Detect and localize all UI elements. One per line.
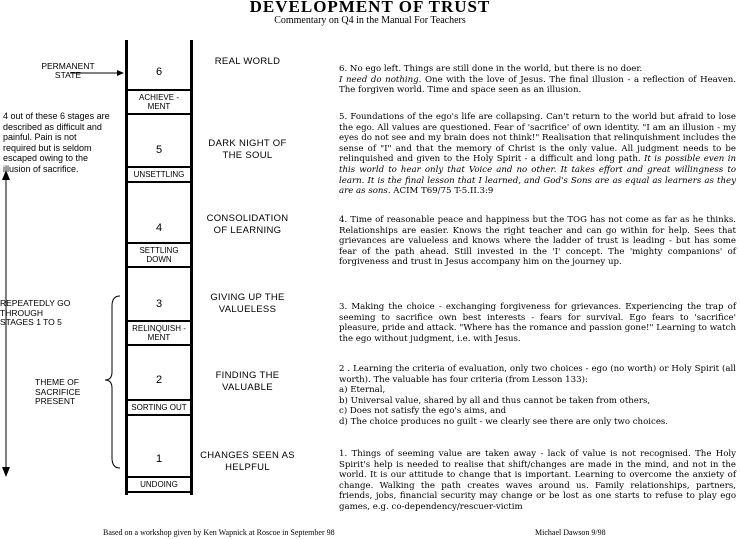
desc2-item-d: d) The choice produces no guilt - we clearly see there are only two choices. <box>339 416 669 427</box>
rung-sorting-out: SORTING OUT <box>128 399 190 416</box>
stage-number-6: 6 <box>155 66 163 78</box>
rung-achievement: ACHIEVE - MENT <box>128 89 190 115</box>
description-stage-1: 1. Things of seeming value are taken away - lack of value is not recognised. The Holy Spirit's help is needed to realise that shift/changes are made in the mind, and not in the world. It is our attitude to change that is important. Learning to overcome the anxiety of change. Walking the path creates waves around us. Family relationships, partners, friends, jobs, financial security may change or be lost as one starts to refuse to play ego games, e.g. co-dependency/rescuer-victim <box>339 449 736 512</box>
theme-note: THEME OF SACRIFICE PRESENT <box>35 377 81 406</box>
stage-name-1: CHANGES SEEN AS HELPFUL <box>200 450 295 473</box>
stage-number-1: 1 <box>155 453 163 465</box>
rung-relinquishment: RELINQUISH - MENT <box>128 320 190 346</box>
page-subtitle: Commentary on Q4 in the Manual For Teachers <box>274 15 466 26</box>
desc5-plain: 5. Foundations of the ego's life are collapsing. Can't return to the world but afraid to lose the ego. All values are questioned. Fear of 'sacrifice' of own identity. "I am an illusion - my eyes do not see and my brain does not think!" Realisation that relinquishment includes the sense of "I" and that the memory of Christ is the only value. All judgment needs to be relinquished and given to the Holy Spirit - a difficult and long path. <box>339 112 736 165</box>
stage-number-5: 5 <box>155 144 163 156</box>
description-stage-5 <box>339 112 736 197</box>
stage-name-5: DARK NIGHT OF THE SOUL <box>208 138 287 161</box>
desc2-intro: 2 . Learning the criteria of evaluation, only two choices - ego (no worth) or Holy Spirit (all worth). The valuable has four criteria (from Lesson 133): <box>339 364 736 385</box>
stage-number-4: 4 <box>155 222 163 234</box>
desc6-lead: 6. No ego left. Things are still done in the world, but there is no doer. <box>339 64 643 74</box>
permanent-state-label: PERMANENT STATE <box>41 61 95 80</box>
rung-undoing: UNDOING <box>128 476 190 493</box>
stages-note: 4 out of these 6 stages are described as difficult and painful. Pain is not required but is seldom escaped owing to the illusion of sacrifice. <box>3 111 110 174</box>
stage-name-4: CONSOLIDATION OF LEARNING <box>206 213 289 236</box>
footer-credit: Based on a workshop given by Ken Wapnick at Roscoe in September 98 <box>103 528 335 537</box>
repeatedly-note: REPEATEDLY GO THROUGH STAGES 1 TO 5 <box>0 298 71 327</box>
rung-settling-down: SETTLING DOWN <box>128 242 190 268</box>
footer-author: Michael Dawson 9/98 <box>535 528 606 537</box>
description-stage-6 <box>339 64 736 96</box>
arrowhead-down <box>2 467 10 477</box>
ladder-right-rail <box>190 40 193 495</box>
permanent-state-arrowhead <box>117 70 124 76</box>
stage-name-6: REAL WORLD <box>214 56 281 67</box>
desc2-item-a: a) Eternal, <box>339 385 386 396</box>
stage-number-2: 2 <box>155 374 163 386</box>
page-title: DEVELOPMENT OF TRUST <box>249 0 491 16</box>
description-stage-3: 3. Making the choice - exchanging forgiveness for grievances. Experiencing the trap of seeming to sacrifice own best interests - fears for survival. Ego fears to 'sacrifice' pleasure, pride and attack. "Where has the romance and passion gone!" Learning to watch the ego without judgment, i.e. with Jesus. <box>339 302 736 344</box>
curly-bracket <box>105 296 120 468</box>
stage-name-3: GIVING UP THE VALUELESS <box>210 292 285 315</box>
desc2-item-b: b) Universal value, shared by all and thus cannot be taken from others, <box>339 395 651 406</box>
stage-name-2: FINDING THE VALUABLE <box>215 370 280 393</box>
desc5-ref: ACIM T69/75 T-5.II.3:9 <box>390 186 494 197</box>
desc6-italic: I need do nothing. <box>339 74 422 85</box>
desc5-italic: It is possible even in this world to hear only that Voice and no other. It takes effort and great willingness to learn. It is the final lesson that I learned, and God's Sons are as equal as learners as they are as sons. <box>339 154 736 197</box>
desc2-item-c: c) Does not satisfy the ego's aims, and <box>339 406 507 417</box>
description-stage-2 <box>339 364 736 428</box>
rung-unsettling: UNSETTLING <box>128 166 190 183</box>
stage-number-3: 3 <box>155 298 163 310</box>
description-stage-4: 4. Time of reasonable peace and happiness but the TOG has not come as far as he thinks. Relationships are easier. Knows the right teacher and can go within for help. Sees that grievances are valueless and knows where the ladder of trust is leading - but has some fear of the path ahead. Still invested in the 'I' concept. The 'mighty companions' of forgiveness and trust in Jesus accompany him on the journey up. <box>339 215 736 268</box>
desc6-rest: One with the love of Jesus. The final illusion - a reflection of Heaven. The forgiven world. Time and space seen as an illusion. <box>339 74 736 96</box>
